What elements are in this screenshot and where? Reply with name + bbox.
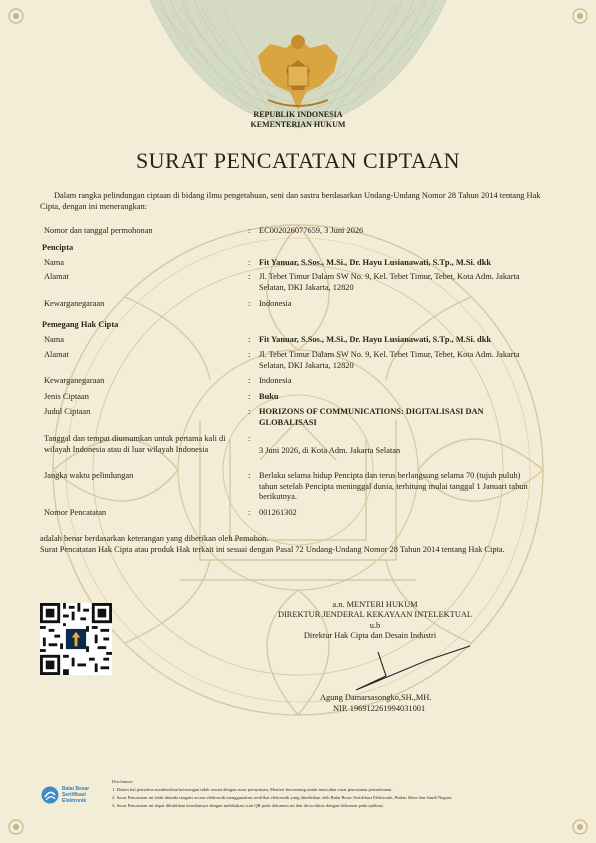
pemegang-name-value: Fit Yanuar, S.Sos., M.Si., Dr. Hayu Lusianawati, S.Tp., M.Si. dkk [259, 335, 492, 344]
colon: : [248, 376, 251, 385]
colon: : [248, 508, 251, 517]
work-date-value: 3 Juni 2026, di Kota Adm. Jakarta Selatan [259, 446, 401, 455]
bsre-line3: Elektronik [62, 798, 87, 804]
record-number-value: 001261302 [259, 508, 297, 517]
section-pemegang: Pemegang Hak Cipta [42, 320, 119, 329]
corner-ornament-top-left [6, 6, 26, 26]
bsre-line2: Sertifikasi [62, 792, 86, 798]
disclaimer-item-3: 3. Surat Pencatatan ini dapat dibuktikan keasliannya dengan melakukan scan QR pada dokumen ini dan dicocokkan dengan dokumen pada aplikasi. [112, 803, 384, 808]
work-date-label: Tanggal dan tempat diumumkan untuk pertama kali di wilayah Indonesia atau di luar wilayah Indonesia [44, 434, 226, 454]
corner-ornament-bottom-right [570, 817, 590, 837]
pencipta-name-label: Nama [44, 258, 64, 267]
pemegang-nationality-label: Kewarganegaraan [44, 376, 105, 385]
bsre-line1: Balai Besar [62, 786, 90, 792]
colon: : [248, 392, 251, 401]
signatory-name: Agung Damarsasongko,SH.,MH. [320, 693, 432, 702]
work-title-value: HORIZONS OF COMMUNICATIONS: DIGITALISASI DAN GLOBALISASI [259, 407, 484, 427]
colon: : [248, 471, 251, 480]
pencipta-nationality-label: Kewarganegaraan [44, 299, 105, 308]
page-title: SURAT PENCATATAN CIPTAAN [135, 148, 461, 173]
qr-code[interactable] [40, 603, 112, 675]
legal-statement: Surat Pencatatan Hak Cipta atau produk Hak terkait ini sesuai dengan Pasal 72 Undang-Undang Nomor 28 Tahun 2014 tentang Hak Cipta. [40, 545, 505, 554]
work-period-label: Jangka waktu pelindungan [44, 471, 134, 480]
header-ministry: KEMENTERIAN HUKUM [250, 120, 346, 129]
colon: : [248, 299, 251, 308]
record-number-label: Nomor Pencatatan [44, 508, 107, 517]
bsre-text [62, 786, 89, 804]
colon: : [248, 335, 251, 344]
colon: : [248, 434, 251, 443]
pencipta-nationality-value: Indonesia [259, 299, 292, 308]
work-type-label: Jenis Ciptaan [44, 392, 89, 401]
pemegang-address-label: Alamat [44, 350, 69, 359]
colon: : [248, 226, 251, 235]
work-title-label: Judul Ciptaan [44, 407, 91, 416]
colon: : [248, 258, 251, 267]
colon: : [248, 272, 251, 281]
disclaimer-item-1: 1. Dalam hal pemohon memberikan keterangan tidak sesuai dengan surat pernyataan, Menteri berwenang untuk mencabut surat pencatatan permohonan. [112, 787, 393, 792]
signature-line2: DIREKTUR JENDERAL KEKAYAAN INTELEKTUAL [277, 610, 473, 619]
corner-ornament-bottom-left [6, 817, 26, 837]
header-country: REPUBLIK INDONESIA [253, 110, 343, 119]
colon: : [248, 350, 251, 359]
signature-line1: a.n. MENTERI HUKUM [332, 600, 418, 609]
signatory-nip: NIP. 196912261994031001 [333, 704, 426, 713]
signature-line3: u.b [369, 621, 381, 630]
pemegang-name-label: Nama [44, 335, 64, 344]
disclaimer-item-2: 2. Surat Pencatatan ini telah ditanda tangani secara elektronik menggunakan sertifikat elektronik yang diterbitkan oleh Balai Besar Sertifikasi Elektronik, Badan Siber dan Sandi Negara. [112, 795, 453, 800]
bsre-logo-icon [40, 785, 60, 805]
pemegang-nationality-value: Indonesia [259, 376, 292, 385]
section-pencipta: Pencipta [42, 243, 74, 252]
corner-ornament-top-right [570, 6, 590, 26]
application-value: EC002026077659, 3 Juni 2026 [259, 226, 364, 235]
disclaimer-heading: Disclaimer: [112, 779, 134, 784]
intro-paragraph: Dalam rangka pelindungan ciptaan di bidang ilmu pengetahuan, seni dan sastra berdasarkan Undang-Undang Nomor 28 Tahun 2014 tentang Hak Cipta, dengan ini menerangkan: [40, 191, 541, 211]
pencipta-name-value: Fit Yanuar, S.Sos., M.Si., Dr. Hayu Lusianawati, S.Tp., M.Si. dkk [259, 258, 492, 267]
work-type-value: Buku [259, 392, 279, 401]
colon: : [248, 407, 251, 416]
pencipta-address-label: Alamat [44, 272, 69, 281]
signature-line4: Direktur Hak Cipta dan Desain Industri [303, 631, 437, 640]
pencipta-address-value: Jl. Tebet Timur Dalam SW No. 9, Kel. Tebet Timur, Tebet, Kota Adm. Jakarta Selatan, DKI Jakarta, 12820 [259, 272, 520, 292]
closing-statement: adalah benar berdasarkan keterangan yang diberikan oleh Pemohon. [40, 534, 269, 543]
work-period-value: Berlaku selama hidup Pencipta dan terus berlangsung selama 70 (tujuh puluh) tahun setelah Pencipta meninggal dunia, terhitung mulai tanggal 1 Januari tahun berikutnya. [259, 471, 528, 501]
application-label: Nomor dan tanggal permohonan [44, 226, 153, 235]
pemegang-address-value: Jl. Tebet Timur Dalam SW No. 9, Kel. Tebet Timur, Tebet, Kota Adm. Jakarta Selatan, DKI Jakarta, 12820 [259, 350, 520, 370]
